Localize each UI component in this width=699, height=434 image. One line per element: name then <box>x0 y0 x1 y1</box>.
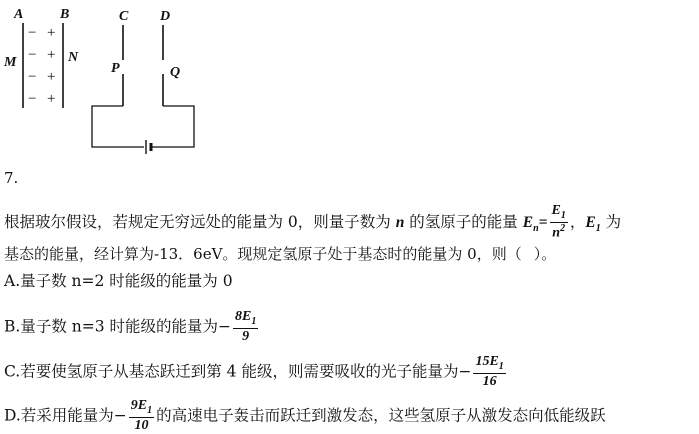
ground-energy-symbol: $E_1$ <box>585 213 601 234</box>
equals-sign: = <box>538 213 548 231</box>
label-d: D <box>160 9 171 24</box>
option-c <box>4 355 508 390</box>
question-stem-line-1 <box>4 204 621 242</box>
label-c: C <box>119 9 129 24</box>
plus-sign: + <box>47 91 56 107</box>
label-b: B <box>60 7 70 22</box>
fraction-denominator: 9 <box>242 329 250 345</box>
option-d-fraction <box>129 399 154 434</box>
stem-text: 基态的能量，经计算为-13．6eV。现规定氢原子处于基态时的能量为 0，则（ <box>4 245 522 263</box>
label-a: A <box>14 7 24 22</box>
plus-sign: + <box>47 47 56 63</box>
option-d-text: D.若采用能量为− <box>4 406 127 425</box>
circuit-wire <box>92 106 144 147</box>
minus-sign: − <box>28 25 37 41</box>
comma: ， <box>569 212 586 231</box>
fraction-numerator: $9E_1$ <box>129 399 154 418</box>
minus-sign: − <box>28 91 37 107</box>
quantum-number-var: n <box>395 213 405 231</box>
plus-sign: + <box>47 25 56 41</box>
fraction-denominator: $n^2$ <box>552 223 566 241</box>
minus-sign: − <box>28 69 37 85</box>
option-b-fraction <box>233 310 258 345</box>
energy-symbol: $E_n$ <box>522 213 539 234</box>
stem-text: 为 <box>605 212 622 231</box>
label-p: P <box>111 61 120 76</box>
option-d-text: 的高速电子轰击而跃迁到激发态，这些氢原子从激发态向低能级跃 <box>156 406 606 425</box>
label-n: N <box>68 50 79 65</box>
label-m: M <box>4 55 17 70</box>
circuit-wire <box>152 106 194 147</box>
fraction-denominator: 10 <box>134 418 149 434</box>
option-a <box>4 274 233 290</box>
option-a-text: A.量子数 n=2 时能级的能量为 0 <box>4 272 233 290</box>
option-d <box>4 399 606 434</box>
option-c-fraction <box>473 355 505 390</box>
question-number: 7. <box>4 169 19 187</box>
stem-text: 的氢原子的能量 <box>409 212 518 231</box>
stem-text: 根据玻尔假设，若规定无穷远处的能量为 0，则量子数为 <box>4 212 391 231</box>
fraction-numerator: $15E_1$ <box>473 355 505 374</box>
minus-sign: − <box>28 47 37 63</box>
plus-sign: + <box>47 69 56 85</box>
question-stem-line-2 <box>4 247 556 262</box>
fraction-denominator: 16 <box>482 374 497 390</box>
fraction-numerator: $8E_1$ <box>233 310 258 329</box>
option-c-text: C.若要使氢原子从基态跃迁到第 4 能级，则需要吸收的光子能量为− <box>4 362 472 381</box>
option-b <box>4 310 260 345</box>
energy-formula-fraction <box>550 204 568 242</box>
fraction-numerator: $E_1$ <box>550 204 568 223</box>
stem-text: ）。 <box>533 245 557 263</box>
option-b-text: B.量子数 n=3 时能级的能量为− <box>4 317 231 336</box>
label-q: Q <box>170 65 181 80</box>
circuit-diagram <box>0 0 200 160</box>
